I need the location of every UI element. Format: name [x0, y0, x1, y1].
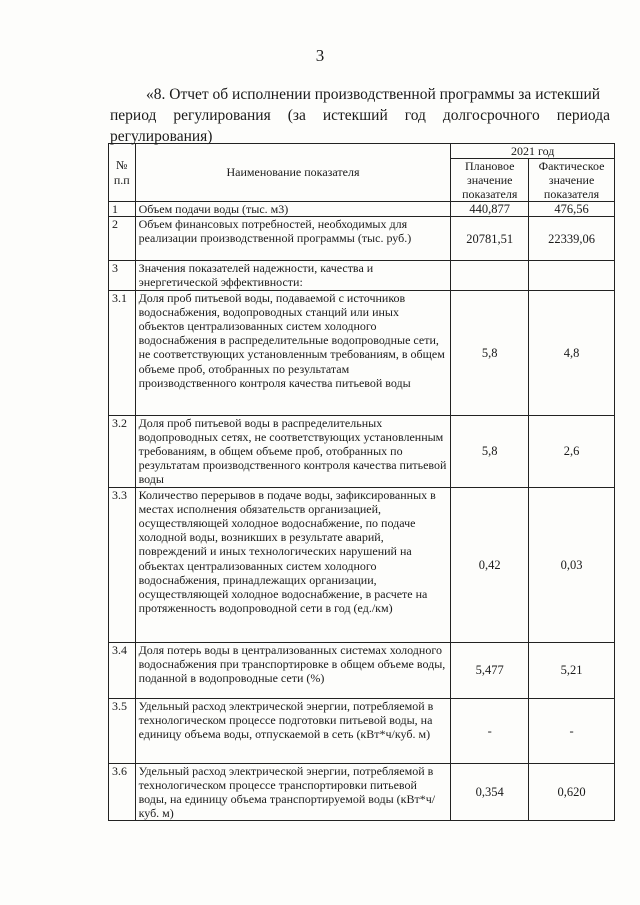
column-header-fact: Фактическое значение показателя: [529, 159, 615, 202]
row-fact-value: [529, 261, 615, 290]
section-heading: [110, 84, 610, 147]
row-plan-value: 0,354: [451, 763, 529, 821]
row-plan-value: [451, 261, 529, 290]
row-fact-value: 0,03: [529, 487, 615, 642]
heading-word: долгосрочного: [442, 107, 540, 124]
row-number: 3.4: [109, 642, 136, 698]
row-number: 1: [109, 202, 136, 217]
row-number: 3.3: [109, 487, 136, 642]
heading-line-2: [110, 105, 610, 126]
row-fact-value: 0,620: [529, 763, 615, 821]
heading-word: год: [404, 107, 426, 124]
row-fact-value: 2,6: [529, 415, 615, 487]
table-row: [109, 763, 615, 821]
row-number: 3.2: [109, 415, 136, 487]
table-row: [109, 261, 615, 290]
table-row: [109, 290, 615, 415]
heading-word: периода: [556, 107, 610, 124]
row-plan-value: 5,8: [451, 290, 529, 415]
table-row: [109, 698, 615, 763]
row-plan-value: -: [451, 698, 529, 763]
heading-word: (за: [287, 107, 306, 124]
row-indicator-name: Объем финансовых потребностей, необходимых для реализации производственной программы (тыс. руб.): [135, 217, 451, 261]
row-indicator-name: Удельный расход электрической энергии, потребляемой в технологическом процессе транспортировки питьевой воды, на единицу объема транспортируемой воды (кВт*ч/куб. м): [135, 763, 451, 821]
table-row: [109, 202, 615, 217]
heading-line-1: «8. Отчет об исполнении производственной программы за истекший: [146, 86, 601, 103]
heading-word: регулирования: [173, 107, 271, 124]
row-fact-value: 5,21: [529, 642, 615, 698]
row-number: 3.1: [109, 290, 136, 415]
column-header-year: 2021 год: [451, 144, 615, 159]
heading-word: истекший: [322, 107, 388, 124]
page-number: 3: [315, 46, 325, 65]
row-indicator-name: Доля потерь воды в централизованных системах холодного водоснабжения при транспортировке в общем объеме воды, поданной в водопроводные сети (%): [135, 642, 451, 698]
row-plan-value: 5,477: [451, 642, 529, 698]
row-indicator-name: Количество перерывов в подаче воды, зафиксированных в местах исполнения обязательств организацией, осуществляющей холодное водоснабжение, по подаче холодной воды, возникших в результате аварий, повреждений и иных технологических нарушений на объектах централизованных систем холодного водоснабжения, принадлежащих организации, осуществляющей холодное водоснабжение, в расчете на протяженность водопроводной сети в год (ед./км): [135, 487, 451, 642]
table-header-row: [109, 144, 615, 159]
row-indicator-name: Доля проб питьевой воды, подаваемой с источников водоснабжения, водопроводных станций или иных объектов централизованных систем холодного водоснабжения в распределительные водопроводные сети, не соответствующих установленным требованиям, в общем объеме проб, отобранных по результатам производственного контроля качества питьевой воды: [135, 290, 451, 415]
heading-line-3: регулирования): [110, 128, 213, 145]
row-fact-value: 22339,06: [529, 217, 615, 261]
row-plan-value: 5,8: [451, 415, 529, 487]
column-header-number: № п.п: [109, 144, 136, 202]
row-number: 3.5: [109, 698, 136, 763]
table-row: [109, 487, 615, 642]
row-plan-value: 440,877: [451, 202, 529, 217]
row-plan-value: 0,42: [451, 487, 529, 642]
row-fact-value: -: [529, 698, 615, 763]
row-number: 2: [109, 217, 136, 261]
row-number: 3.6: [109, 763, 136, 821]
row-indicator-name: Доля проб питьевой воды в распределительных водопроводных сетях, не соответствующих установленным требованиям, в общем объеме проб, отобранных по результатам производственного контроля качества питьевой воды: [135, 415, 451, 487]
heading-word: период: [110, 107, 157, 124]
row-indicator-name: Удельный расход электрической энергии, потребляемой в технологическом процессе подготовки питьевой воды, на единицу объема воды, отпускаемой в сеть (кВт*ч/куб. м): [135, 698, 451, 763]
row-indicator-name: Значения показателей надежности, качества и энергетической эффективности:: [135, 261, 451, 290]
table-row: [109, 642, 615, 698]
row-indicator-name: Объем подачи воды (тыс. м3): [135, 202, 451, 217]
row-number: 3: [109, 261, 136, 290]
row-plan-value: 20781,51: [451, 217, 529, 261]
table-row: [109, 217, 615, 261]
row-fact-value: 476,56: [529, 202, 615, 217]
production-program-table: [108, 143, 615, 821]
column-header-name: Наименование показателя: [135, 144, 451, 202]
column-header-plan: Плановое значение показателя: [451, 159, 529, 202]
table-row: [109, 415, 615, 487]
row-fact-value: 4,8: [529, 290, 615, 415]
